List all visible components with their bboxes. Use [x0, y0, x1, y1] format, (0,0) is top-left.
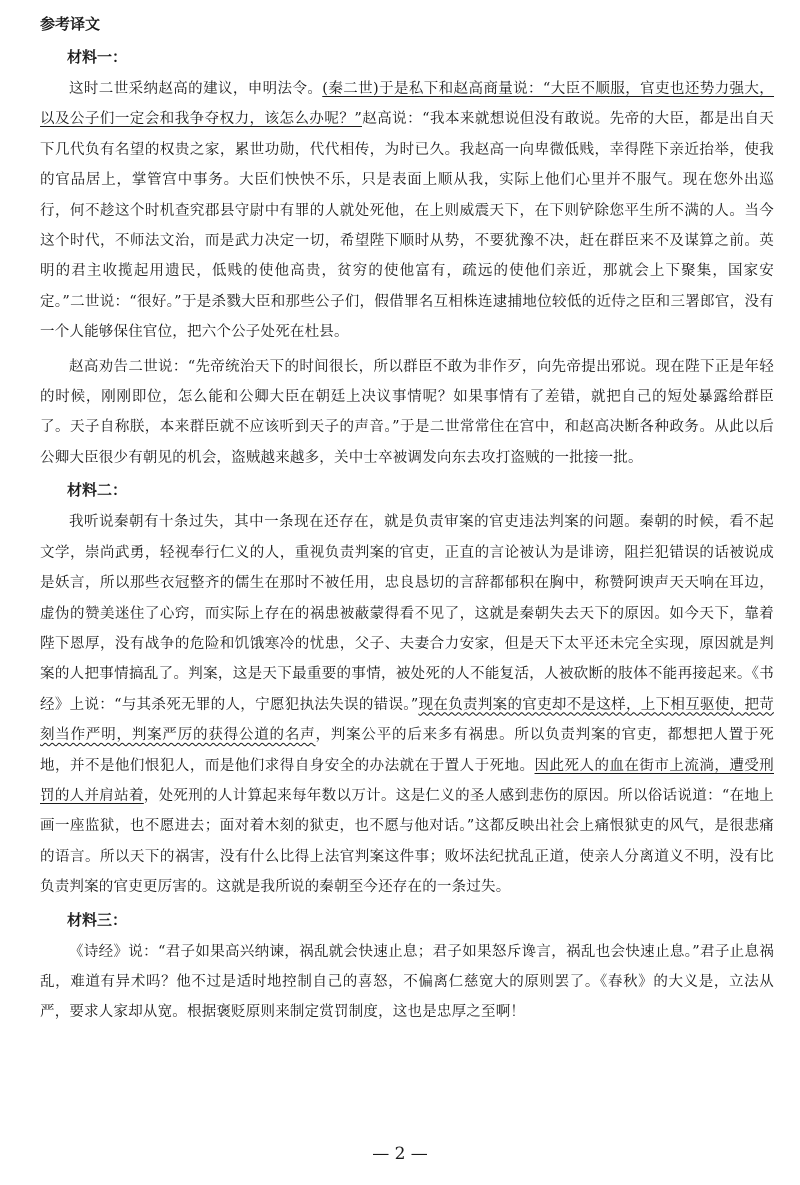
paragraph — [40, 507, 774, 902]
paragraph — [40, 352, 774, 474]
text-segment: 我听说秦朝有十条过失，其中一条现在还存在，就是负责审案的官吏违法判案的问题。秦朝的时候，看不起文学，崇尚武勇，轻视奉行仁义的人，重视负责判案的官吏，正直的言论被认为是诽谤，阻拦犯错误的话被说成是妖言，所以那些衣冠整齐的儒生在那时不被任用，忠良恳切的言辞都郁积在胸中，称赞阿谀声天天响在耳边，虚伪的赞美迷住了心窍，而实际上存在的祸患被蔽蒙得看不见了，这就是秦朝失去天下的原因。如今天下，靠着陛下恩厚，没有战争的危险和饥饿寒冷的忧患，父子、夫妻合力安家，但是天下太平还未完全实现，原因就是判案的人把事情搞乱了。判案，这是天下最重要的事情，被处死的人不能复活，人被砍断的肢体不能再接起来。《书经》上说：“与其杀死无罪的人，宁愿犯执法失误的错误。” — [40, 514, 774, 713]
section-2 — [40, 479, 774, 902]
paragraph — [40, 937, 774, 1028]
text-segment: ，判案公平的后来多有祸患。所以负责判案的官吏，都想把人置于死地，并不是他们恨犯人，而是他们求得自身安全的办法就在于置人于死地。 — [40, 727, 774, 774]
underlined-text: (秦二世)于是私下和赵高商量说：“大臣不顺服，官吏也还势力强大，以及公子们一定会和我争夺权力，该怎么办呢？” — [40, 81, 775, 128]
text-segment: ，处死刑的人计算起来每年数以万计。这是仁义的圣人感到悲伤的原因。所以俗话说道：“在地上画一座监狱，也不愿进去；面对着木刻的狱吏，也不愿与他对话。”这都反映出社会上痛恨狱吏的风气，是很悲痛的语言。所以天下的祸害，没有什么比得上法官判案这件事；败坏法纪扰乱正道，使亲人分离道义不明，没有比负责判案的官吏更厉害的。这就是我所说的秦朝至今还存在的一条过失。 — [40, 787, 774, 896]
text-segment: 《诗经》说：“君子如果高兴纳谏，祸乱就会快速止息；君子如果怒斥谗言，祸乱也会快速止息。”君子止息祸乱，难道有异术吗？他不过是适时地控制自己的喜怒，不偏离仁慈宽大的原则罢了。《春秋》的大义是，立法从严，要求人家却从宽。根据褒贬原则来制定赏罚制度，这也是忠厚之至啊！ — [40, 943, 774, 1021]
section-1 — [40, 46, 774, 473]
section-title: 材料二： — [67, 481, 128, 500]
text-segment: 赵高劝告二世说：“先帝统治天下的时间很长，所以群臣不敢为非作歹，向先帝提出邪说。现在陛下正是年轻的时候，刚刚即位，怎么能和公卿大臣在朝廷上决议事情呢？如果事情有了差错，就把自己的短处暴露给群臣了。天子自称朕，本来群臣就不应该听到天子的声音。”于是二世常常住在宫中，和赵高决断各种政务。从此以后公卿大臣很少有朝见的机会，盗贼越来越多，关中士卒被调发向东去攻打盗贼的一批接一批。 — [40, 358, 774, 466]
text-segment: 赵高说：“我本来就想说但没有敢说。先帝的大臣，都是出自天下几代负有名望的权贵之家，累世功勋，代代相传，为时已久。我赵高一向卑微低贱，幸得陛下亲近抬举，使我的官品居上，掌管宫中事务。大臣们怏怏不乐，只是表面上顺从我，实际上他们心里并不服气。现在您外出巡行，何不趁这个时机查究郡县守尉中有罪的人就处死他，在上则威震天下，在下则铲除您平生所不满的人。当今这个时代，不师法文治，而是武力决定一切，希望陛下顺时从势，不要犹豫不决，赶在群臣来不及谋算之前。英明的君主收揽起用遗民，低贱的使他高贵，贫穷的使他富有，疏远的使他们亲近，那就会上下聚集，国家安定。”二世说：“很好。”于是杀戮大臣和那些公子们，假借罪名互相株连逮捕地位较低的近侍之臣和三署郎官，没有一个人能够保住官位，把六个公子处死在杜县。 — [40, 111, 775, 341]
sections-container — [40, 46, 774, 1028]
underlined-text: 因此死人的血在街市上流淌，遭受刑罚的人并肩站着 — [40, 757, 774, 804]
wavy-underlined-text: 现在负责判案的官吏却不是这样，上下相互驱使，把苛刻当作严明，判案严厉的获得公道的名声 — [40, 696, 774, 744]
section-3 — [40, 909, 774, 1028]
paragraph — [40, 74, 774, 348]
document-title: 参考译文 — [40, 15, 101, 33]
section-title: 材料三： — [67, 910, 128, 929]
section-title: 材料一： — [67, 48, 128, 66]
text-segment: 这时二世采纳赵高的建议，申明法令。 — [69, 81, 323, 97]
page-number: — 2 — — [372, 1144, 428, 1164]
